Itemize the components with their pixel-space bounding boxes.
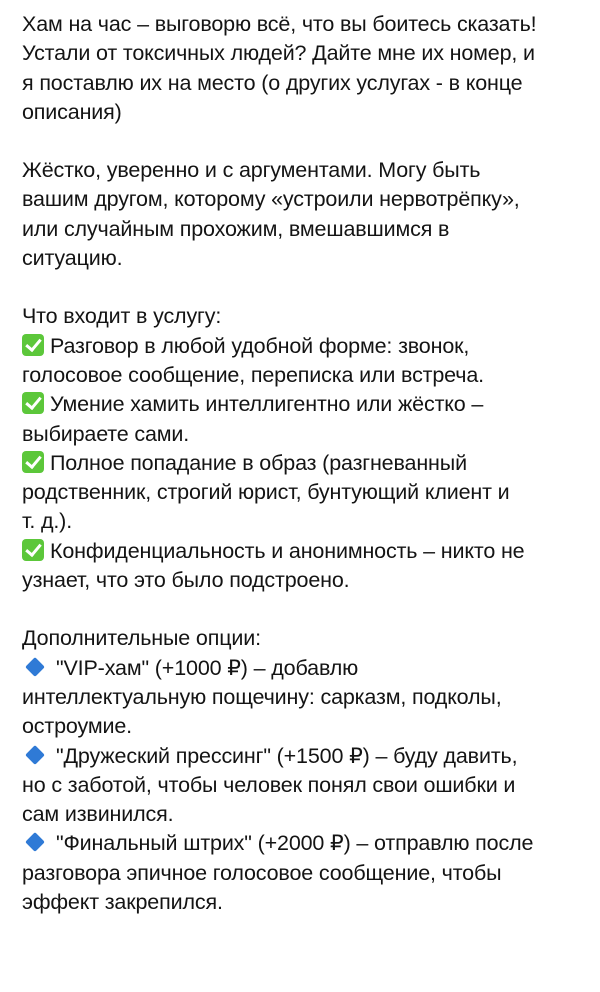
option-item-continuation: остроумие. bbox=[22, 714, 132, 739]
included-item bbox=[22, 390, 582, 419]
option-item-continuation: разговора эпичное голосовое сообщение, чтобы bbox=[22, 860, 502, 885]
included-item bbox=[22, 449, 582, 478]
intro-line: Хам на час – выговорю всё, что вы боитесь сказать! bbox=[22, 12, 537, 36]
option-item-continuation: эффект закрепился. bbox=[22, 890, 223, 915]
check-icon bbox=[22, 539, 44, 561]
included-item bbox=[22, 537, 582, 566]
option-item-continuation: но с заботой, чтобы человек понял свои ошибки и bbox=[22, 772, 516, 797]
option-item bbox=[22, 829, 582, 858]
included-item-continuation: родственник, строгий юрист, бунтующий клиент и bbox=[22, 480, 510, 505]
included-item bbox=[22, 332, 582, 361]
options-heading: Дополнительные опции: bbox=[22, 626, 261, 651]
included-item-text: Конфиденциальность и анонимность – никто не bbox=[50, 538, 525, 563]
style-paragraph bbox=[22, 156, 582, 273]
option-item bbox=[22, 742, 582, 771]
included-item-text: Умение хамить интеллигентно или жёстко – bbox=[50, 392, 484, 417]
option-item-continuation: интеллектуальную пощечину: сарказм, подколы, bbox=[22, 684, 502, 709]
intro-paragraph bbox=[22, 10, 582, 127]
included-item-continuation: узнает, что это было подстроено. bbox=[22, 568, 350, 593]
included-item-text: Разговор в любой удобной форме: звонок, bbox=[50, 333, 470, 358]
intro-line: я поставлю их на место (о других услугах - в конце bbox=[22, 70, 523, 95]
check-icon bbox=[22, 451, 44, 473]
option-item bbox=[22, 654, 582, 683]
included-item-continuation: т. д.). bbox=[22, 509, 73, 534]
check-icon bbox=[22, 334, 44, 356]
options-section bbox=[22, 624, 582, 917]
included-section bbox=[22, 302, 582, 595]
intro-line: Устали от токсичных людей? Дайте мне их номер, и bbox=[22, 41, 535, 66]
option-item-text: "VIP-хам" (+1000 ₽) – добавлю bbox=[56, 655, 359, 680]
blue-diamond-icon bbox=[25, 745, 45, 765]
included-item-text: Полное попадание в образ (разгневанный bbox=[50, 450, 467, 475]
option-item-text: "Дружеский прессинг" (+1500 ₽) – буду давить, bbox=[56, 743, 518, 768]
blue-diamond-icon bbox=[25, 657, 45, 677]
style-line: вашим другом, которому «устроили нервотрёпку», bbox=[22, 187, 520, 212]
option-item-text: "Финальный штрих" (+2000 ₽) – отправлю после bbox=[56, 831, 534, 856]
intro-line: описания) bbox=[22, 99, 122, 124]
included-item-continuation: голосовое сообщение, переписка или встреча. bbox=[22, 362, 484, 387]
style-line: ситуацию. bbox=[22, 246, 123, 271]
style-line: или случайным прохожим, вмешавшимся в bbox=[22, 216, 450, 241]
blue-diamond-icon bbox=[25, 833, 45, 853]
included-item-continuation: выбираете сами. bbox=[22, 421, 190, 446]
included-heading: Что входит в услугу: bbox=[22, 304, 222, 329]
option-item-continuation: сам извинился. bbox=[22, 802, 174, 827]
style-line: Жёстко, уверенно и с аргументами. Могу быть bbox=[22, 158, 481, 183]
check-icon bbox=[22, 392, 44, 414]
